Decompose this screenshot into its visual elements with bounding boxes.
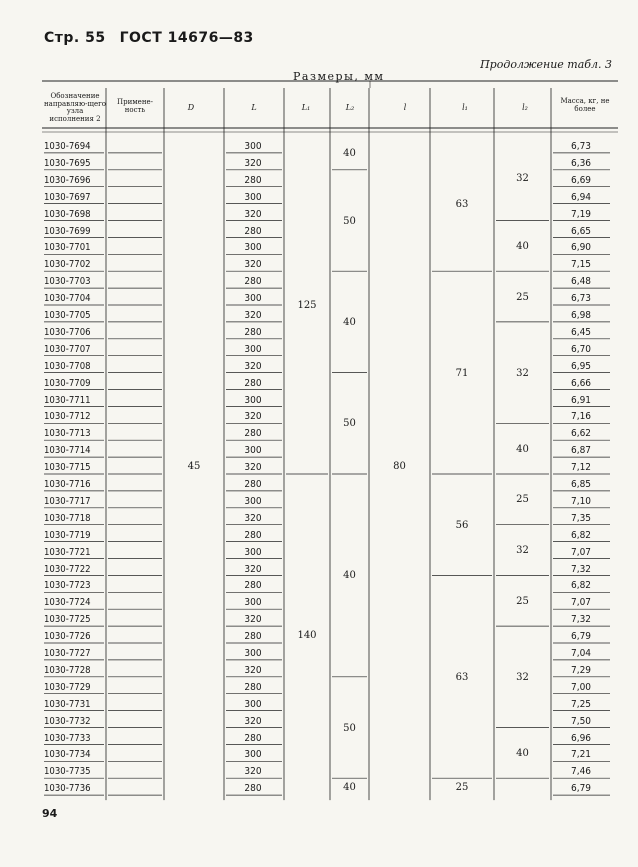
cell-L: 280 xyxy=(244,276,262,288)
cell-mass: 7,29 xyxy=(570,664,592,676)
cell-code: 1030-7716 xyxy=(44,479,91,490)
cell-mass: 6,98 xyxy=(570,310,592,321)
merged-cell-l1: 71 xyxy=(455,367,469,379)
cell-code: 1030-7735 xyxy=(44,766,91,778)
cell-code: 1030-7725 xyxy=(44,614,91,626)
cell-L: 320 xyxy=(244,563,262,575)
cell-code: 1030-7704 xyxy=(44,293,91,305)
cell-L: 320 xyxy=(244,411,262,423)
col-header-code: Обозначение направляю-щего узла исполнения 2 xyxy=(44,92,106,123)
cell-code: 1030-7728 xyxy=(44,664,91,676)
cell-L: 300 xyxy=(244,343,262,355)
merged-cell-L2: 50 xyxy=(343,722,356,734)
cell-L: 320 xyxy=(244,664,262,676)
cell-code: 1030-7723 xyxy=(44,580,91,592)
cell-mass: 7,10 xyxy=(570,495,592,507)
cell-L: 300 xyxy=(244,698,262,710)
cell-mass: 7,04 xyxy=(570,648,592,659)
cell-L: 300 xyxy=(244,597,262,609)
cell-mass: 6,36 xyxy=(570,157,592,169)
cell-mass: 6,65 xyxy=(570,225,592,237)
cell-L: 320 xyxy=(244,259,262,271)
cell-mass: 6,69 xyxy=(570,174,592,186)
cell-L: 320 xyxy=(244,157,262,169)
cell-mass: 6,66 xyxy=(570,377,592,389)
cell-L: 320 xyxy=(244,715,262,727)
cell-L: 280 xyxy=(244,479,262,490)
cell-L: 280 xyxy=(244,174,262,186)
cell-mass: 7,07 xyxy=(570,597,592,609)
cell-code: 1030-7718 xyxy=(44,512,91,524)
merged-cell-L1: 140 xyxy=(297,629,317,641)
cell-L: 300 xyxy=(244,546,262,558)
merged-cell-L2: 40 xyxy=(343,781,356,793)
cell-L: 300 xyxy=(244,242,262,254)
merged-cell-l1: 63 xyxy=(455,198,469,210)
cell-L: 320 xyxy=(244,462,262,474)
cell-L: 280 xyxy=(244,326,262,338)
cell-mass: 6,96 xyxy=(570,732,592,744)
cell-mass: 6,73 xyxy=(570,141,592,152)
cell-mass: 7,32 xyxy=(570,563,592,575)
cell-L: 300 xyxy=(244,495,262,507)
cell-code: 1030-7726 xyxy=(44,631,91,643)
merged-cell-l: 80 xyxy=(393,460,406,472)
cell-mass: 7,19 xyxy=(570,208,592,220)
cell-code: 1030-7712 xyxy=(44,411,91,423)
col-header-L1: L₁ xyxy=(301,103,311,112)
cell-code: 1030-7703 xyxy=(44,276,91,288)
col-header-L: L xyxy=(251,103,257,112)
cell-mass: 7,46 xyxy=(570,766,592,778)
cell-L: 320 xyxy=(244,614,262,626)
cell-L: 320 xyxy=(244,512,262,524)
merged-cell-l2: 40 xyxy=(516,747,529,759)
merged-cell-L2: 40 xyxy=(343,316,356,328)
cell-L: 320 xyxy=(244,208,262,220)
cell-mass: 6,70 xyxy=(570,343,592,355)
cell-code: 1030-7714 xyxy=(44,445,91,457)
merged-cell-l2: 25 xyxy=(516,595,529,607)
cell-code: 1030-7727 xyxy=(44,648,91,659)
col-header-usage: Примене-ность xyxy=(116,98,153,114)
merged-cell-l2: 32 xyxy=(516,367,529,379)
cell-L: 320 xyxy=(244,360,262,372)
cell-code: 1030-7733 xyxy=(44,732,91,744)
standard-number: ГОСТ 14676—83 xyxy=(119,30,254,46)
col-header-l: l xyxy=(403,103,407,112)
cell-mass: 7,21 xyxy=(570,749,592,761)
cell-code: 1030-7732 xyxy=(44,715,91,727)
cell-code: 1030-7729 xyxy=(44,681,91,693)
merged-cell-L1: 125 xyxy=(297,300,317,311)
cell-L: 280 xyxy=(244,225,262,237)
cell-code: 1030-7696 xyxy=(44,174,91,186)
cell-code: 1030-7717 xyxy=(44,495,91,507)
cell-code: 1030-7711 xyxy=(44,394,91,406)
cell-L: 280 xyxy=(244,428,262,440)
cell-L: 280 xyxy=(244,580,262,592)
merged-cell-l2: 32 xyxy=(516,671,529,683)
cell-L: 300 xyxy=(244,394,262,406)
cell-L: 280 xyxy=(244,681,262,693)
cell-code: 1030-7736 xyxy=(44,783,91,795)
cell-code: 1030-7709 xyxy=(44,377,91,389)
cell-mass: 6,95 xyxy=(570,360,592,372)
col-header-mass: Масса, кг, не более xyxy=(560,97,610,113)
cell-code: 1030-7695 xyxy=(44,157,91,169)
cell-code: 1030-7719 xyxy=(44,529,91,541)
cell-mass: 7,15 xyxy=(570,259,592,271)
cell-mass: 6,85 xyxy=(570,479,592,490)
merged-cell-D: 45 xyxy=(187,460,201,472)
cell-L: 300 xyxy=(244,191,262,203)
cell-mass: 6,62 xyxy=(570,428,592,440)
cell-mass: 6,73 xyxy=(570,293,592,305)
cell-mass: 6,94 xyxy=(570,191,592,203)
cell-mass: 7,12 xyxy=(570,462,592,474)
cell-code: 1030-7701 xyxy=(44,242,91,254)
merged-cell-l1: 56 xyxy=(455,519,469,531)
merged-cell-l2: 25 xyxy=(516,291,529,303)
merged-cell-L2: 40 xyxy=(343,570,356,582)
merged-cell-l1: 25 xyxy=(455,781,469,793)
page-label: Стр. 55 xyxy=(44,30,106,46)
cell-mass: 6,82 xyxy=(570,580,592,592)
cell-L: 280 xyxy=(244,631,262,643)
merged-cell-l2: 32 xyxy=(516,173,529,185)
merged-cell-L2: 50 xyxy=(343,215,356,227)
cell-code: 1030-7713 xyxy=(44,428,91,440)
cell-mass: 6,79 xyxy=(570,631,592,643)
cell-mass: 6,82 xyxy=(570,529,592,541)
cell-mass: 7,07 xyxy=(570,546,592,558)
merged-cell-L2: 40 xyxy=(343,147,356,159)
cell-code: 1030-7699 xyxy=(44,225,91,237)
cell-L: 300 xyxy=(244,445,262,457)
cell-L: 300 xyxy=(244,141,262,152)
cell-code: 1030-7705 xyxy=(44,310,91,321)
cell-mass: 7,35 xyxy=(570,512,592,524)
continuation-note: Продолжение табл. 3 xyxy=(480,58,612,71)
col-header-L2: L₂ xyxy=(345,103,355,112)
cell-code: 1030-7707 xyxy=(44,343,91,355)
cell-code: 1030-7734 xyxy=(44,749,91,761)
cell-L: 280 xyxy=(244,783,262,795)
col-header-l1: l₁ xyxy=(462,103,468,112)
cell-mass: 6,90 xyxy=(570,242,592,254)
cell-mass: 6,79 xyxy=(570,783,592,795)
merged-cell-l2: 40 xyxy=(516,240,529,252)
cell-L: 300 xyxy=(244,293,262,305)
cell-code: 1030-7698 xyxy=(44,208,91,220)
cell-code: 1030-7724 xyxy=(44,597,91,609)
col-header-D: D xyxy=(187,103,195,112)
sizes-caption: Размеры, мм xyxy=(293,70,385,83)
cell-L: 300 xyxy=(244,749,262,761)
cell-L: 320 xyxy=(244,310,262,321)
cell-mass: 6,87 xyxy=(570,445,592,457)
page-number: 94 xyxy=(42,807,58,820)
cell-mass: 7,00 xyxy=(570,681,592,693)
cell-mass: 7,16 xyxy=(570,411,592,423)
cell-code: 1030-7731 xyxy=(44,698,91,710)
cell-mass: 7,25 xyxy=(570,698,592,710)
cell-mass: 6,45 xyxy=(570,326,592,338)
cell-code: 1030-7702 xyxy=(44,259,91,271)
cell-L: 280 xyxy=(244,377,262,389)
cell-mass: 6,91 xyxy=(570,394,592,406)
cell-mass: 7,32 xyxy=(570,614,592,626)
cell-L: 320 xyxy=(244,766,262,778)
merged-cell-l1: 63 xyxy=(455,671,469,683)
col-header-l2: l₂ xyxy=(522,103,528,112)
cell-code: 1030-7715 xyxy=(44,462,91,474)
cell-L: 280 xyxy=(244,529,262,541)
merged-cell-l2: 25 xyxy=(516,494,529,506)
cell-code: 1030-7708 xyxy=(44,360,91,372)
cell-mass: 6,48 xyxy=(570,276,592,288)
cell-code: 1030-7721 xyxy=(44,546,91,558)
cell-code: 1030-7706 xyxy=(44,326,91,338)
cell-L: 280 xyxy=(244,732,262,744)
cell-code: 1030-7697 xyxy=(44,191,91,203)
cell-code: 1030-7722 xyxy=(44,563,91,575)
merged-cell-L2: 50 xyxy=(343,418,356,430)
cell-L: 300 xyxy=(244,648,262,659)
cell-mass: 7,50 xyxy=(570,715,592,727)
merged-cell-l2: 32 xyxy=(516,545,529,557)
merged-cell-l2: 40 xyxy=(516,443,529,455)
cell-code: 1030-7694 xyxy=(44,141,91,152)
